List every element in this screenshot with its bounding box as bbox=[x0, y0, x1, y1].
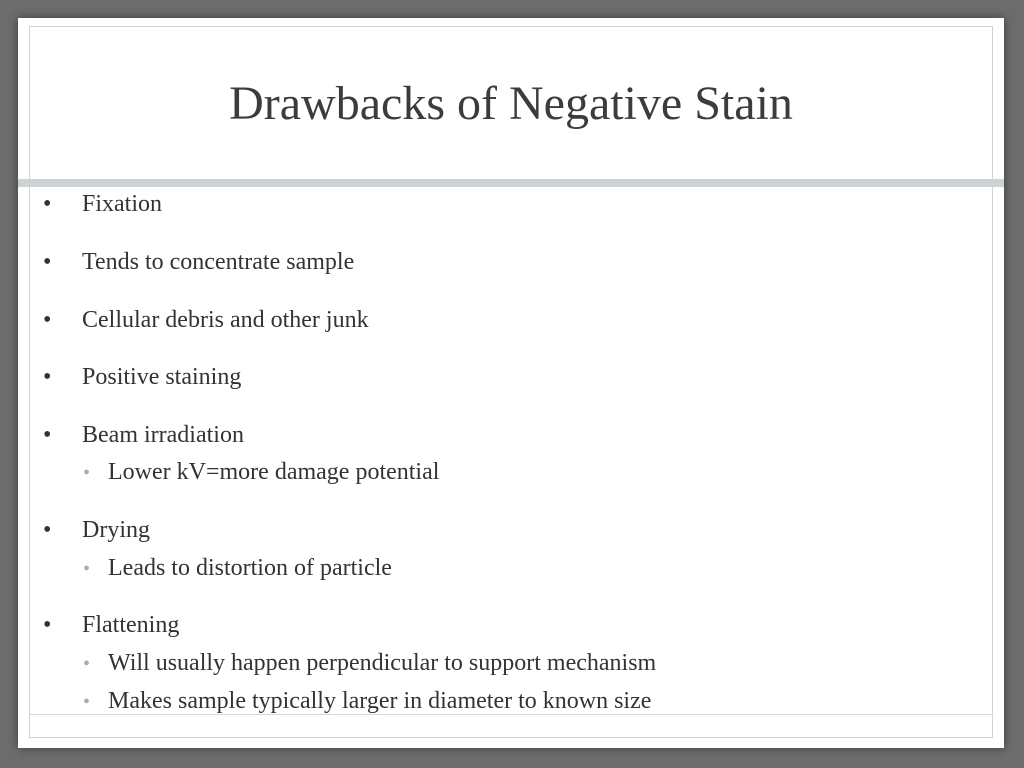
sub-bullet-text: Lower kV=more damage potential bbox=[108, 459, 440, 485]
bullet-text: Flattening bbox=[82, 612, 180, 638]
bullet-text: Drying bbox=[82, 517, 150, 543]
bullet-icon: • bbox=[43, 191, 52, 217]
slide-title: Drawbacks of Negative Stain bbox=[229, 77, 793, 130]
bullet-text: Fixation bbox=[82, 191, 163, 217]
bullet-text: Beam irradiation bbox=[82, 422, 244, 448]
bullet-icon: • bbox=[43, 364, 52, 390]
bullet-icon: • bbox=[43, 249, 52, 275]
sub-bullet-icon: • bbox=[83, 462, 91, 484]
bullet-item bbox=[43, 361, 241, 393]
sub-bullet-text: Will usually happen perpendicular to support mechanism bbox=[108, 650, 657, 676]
sub-bullet-item bbox=[83, 552, 392, 585]
bullet-list bbox=[18, 18, 1004, 748]
bullet-text: Cellular debris and other junk bbox=[82, 307, 369, 333]
bullet-text: Tends to concentrate sample bbox=[82, 249, 355, 275]
bullet-item bbox=[43, 609, 179, 641]
bullet-item bbox=[43, 304, 369, 336]
bullet-icon: • bbox=[43, 422, 52, 448]
bullet-icon: • bbox=[43, 517, 52, 543]
bullet-item bbox=[43, 419, 244, 451]
sub-bullet-icon: • bbox=[83, 653, 91, 675]
sub-bullet-text: Makes sample typically larger in diameter to known size bbox=[108, 688, 652, 714]
sub-bullet-item bbox=[83, 647, 656, 680]
sub-bullet-item bbox=[83, 456, 439, 489]
bullet-icon: • bbox=[43, 612, 52, 638]
bullet-item bbox=[43, 246, 354, 278]
slide bbox=[18, 18, 1004, 748]
bullet-icon: • bbox=[43, 307, 52, 333]
bullet-text: Positive staining bbox=[82, 364, 242, 390]
sub-bullet-icon: • bbox=[83, 558, 91, 580]
footer-divider bbox=[29, 714, 993, 715]
sub-bullet-text: Leads to distortion of particle bbox=[108, 555, 392, 581]
bullet-item bbox=[43, 514, 150, 546]
bullet-item bbox=[43, 188, 162, 220]
sub-bullet-icon: • bbox=[83, 691, 91, 713]
